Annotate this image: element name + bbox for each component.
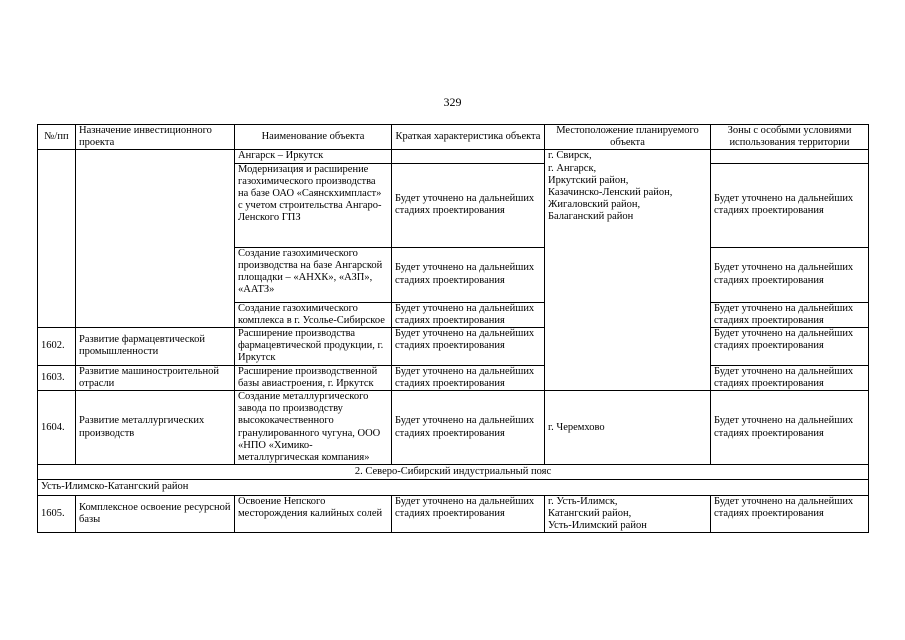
cell-object: Ангарск – Иркутск: [235, 150, 392, 163]
cell-object: Расширение производства фармацевтической продукции, г. Иркутск: [235, 328, 392, 366]
header-zones: Зоны с особыми условиями использования территории: [711, 125, 869, 150]
header-characteristic: Краткая характеристика объекта: [392, 125, 545, 150]
cell-zones: Будет уточнено на дальнейших стадиях проектирования: [711, 391, 869, 465]
cell-location-block: г. Свирск, г. Ангарск, Иркутский район, Казачинско-Ленский район, Жигаловский район, Балаганский район: [545, 150, 711, 391]
cell-object: Создание газохимического комплекса в г. Усолье-Сибирское: [235, 302, 392, 327]
cell-num: 1602.: [38, 328, 76, 366]
cell-zones-empty: [711, 150, 869, 163]
cell-object: Расширение производственной базы авиастроения, г. Иркутск: [235, 365, 392, 390]
cell-characteristic: Будет уточнено на дальнейших стадиях проектирования: [392, 365, 545, 390]
cell-zones: Будет уточнено на дальнейших стадиях проектирования: [711, 302, 869, 327]
cell-zones: Будет уточнено на дальнейших стадиях проектирования: [711, 247, 869, 302]
cell-purpose: Развитие металлургических производств: [76, 391, 235, 465]
cell-purpose: Развитие машиностроительной отрасли: [76, 365, 235, 390]
cell-object: Модернизация и расширение газохимического производства на базе ОАО «Саянскхимпласт» с учетом строительства Ангаро-Ленского ГПЗ: [235, 163, 392, 247]
table-header-row: [38, 125, 869, 150]
cell-characteristic: Будет уточнено на дальнейших стадиях проектирования: [392, 495, 545, 533]
cell-characteristic: Будет уточнено на дальнейших стадиях проектирования: [392, 247, 545, 302]
cell-purpose: Комплексное освоение ресурсной базы: [76, 495, 235, 533]
header-purpose: Назначение инвестиционного проекта: [76, 125, 235, 150]
cell-characteristic: Будет уточнено на дальнейших стадиях проектирования: [392, 328, 545, 366]
cell-characteristic-empty: [392, 150, 545, 163]
cell-num-empty: [38, 150, 76, 328]
district-title: Усть-Илимско-Катангский район: [38, 480, 869, 495]
cell-num: 1603.: [38, 365, 76, 390]
cell-zones: Будет уточнено на дальнейших стадиях проектирования: [711, 365, 869, 390]
cell-characteristic: Будет уточнено на дальнейших стадиях проектирования: [392, 302, 545, 327]
cell-zones: Будет уточнено на дальнейших стадиях проектирования: [711, 328, 869, 366]
cell-num: 1605.: [38, 495, 76, 533]
header-location: Местоположение планируемого объекта: [545, 125, 711, 150]
cell-num: 1604.: [38, 391, 76, 465]
cell-characteristic: Будет уточнено на дальнейших стадиях проектирования: [392, 163, 545, 247]
cell-location: г. Черемхово: [545, 391, 711, 465]
cell-zones: Будет уточнено на дальнейших стадиях проектирования: [711, 163, 869, 247]
table-row: [38, 391, 869, 465]
cell-purpose: Развитие фармацевтической промышленности: [76, 328, 235, 366]
cell-object: Освоение Непского месторождения калийных солей: [235, 495, 392, 533]
section-title: 2. Северо-Сибирский индустриальный пояс: [38, 465, 869, 480]
cell-purpose-empty: [76, 150, 235, 328]
cell-object: Создание металлургического завода по производству высококачественного гранулированного чугуна, ООО «НПО «Химико-металлургическая компания»: [235, 391, 392, 465]
investment-projects-table: [37, 124, 869, 533]
page-number: 329: [443, 95, 462, 109]
header-num: №/пп: [38, 125, 76, 150]
table-row: [38, 150, 869, 163]
table-row: [38, 328, 869, 366]
cell-characteristic: Будет уточнено на дальнейших стадиях проектирования: [392, 391, 545, 465]
district-row: [38, 480, 869, 495]
cell-zones: Будет уточнено на дальнейших стадиях проектирования: [711, 495, 869, 533]
table-row: [38, 365, 869, 390]
cell-object: Создание газохимического производства на базе Ангарской площадки – «АНХК», «АЗП», «ААТЗ»: [235, 247, 392, 302]
table-row: [38, 495, 869, 533]
cell-location: г. Усть-Илимск, Катангский район, Усть-Илимский район: [545, 495, 711, 533]
section-row: [38, 465, 869, 480]
header-object: Наименование объекта: [235, 125, 392, 150]
